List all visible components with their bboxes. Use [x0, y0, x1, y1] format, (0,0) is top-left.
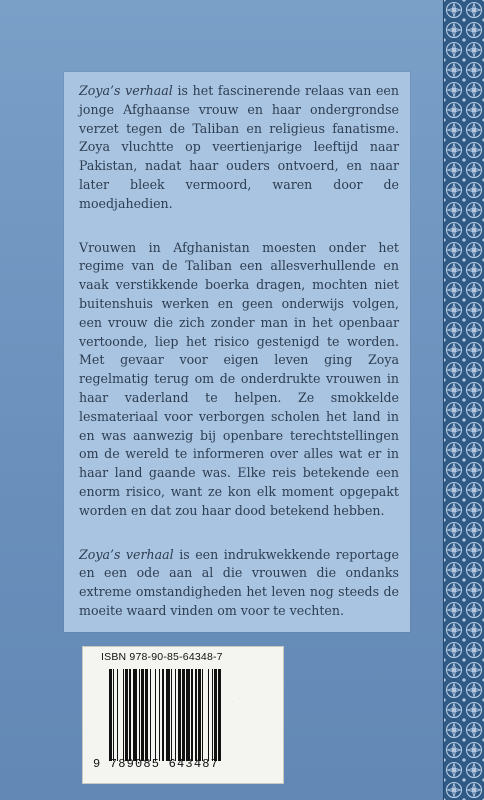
print-specks	[226, 688, 246, 708]
barcode-bar	[141, 669, 144, 761]
blurb-paragraph-3: Zoya’s verhaal is een indrukwekkende reportage en een ode aan al die vrouwen die ondanks extreme omstandigheden het leven nog steeds de moeite waard vinden om voor te vechten.	[79, 546, 400, 618]
barcode-bar	[212, 669, 213, 761]
barcode-bar	[166, 669, 170, 761]
barcode-bar	[186, 669, 190, 761]
barcode-digits: 9 789085 643487	[93, 757, 220, 771]
blurb-paragraph-1: Zoya’s verhaal is het fascinerende relaas van een jonge Afghaanse vrouw en haar ondergrondse verzet tegen de Taliban en religieus fanatisme. Zoya vluchtte op veertienjarige leeftijd naar Pakistan, nadat haar ouders ontvoerd, en naar later bleek vermoord, waren door de moedjahedien.	[79, 83, 399, 211]
barcode-bar	[214, 669, 217, 761]
barcode-bar	[178, 669, 181, 761]
barcode-bar	[162, 669, 165, 761]
ornament-border-pattern-icon	[443, 0, 484, 800]
barcode-bar	[113, 669, 114, 761]
barcode-bar	[109, 669, 112, 761]
barcode-bar	[150, 669, 151, 761]
isbn-number: ISBN 978-90-85-64348-7	[101, 651, 223, 663]
barcode-bar	[133, 669, 137, 761]
barcode-bar	[117, 669, 118, 761]
barcode-bar	[218, 669, 221, 761]
barcode-bar	[171, 669, 172, 761]
barcode-bar	[175, 669, 176, 761]
barcode-bar	[125, 669, 128, 761]
barcode-bar	[208, 669, 209, 761]
blurb-paragraph-2: Vrouwen in Afghanistan moesten onder het regime van de Taliban een allesverhullende en vaak verstikkende boerka dragen, mochten niet buitenshuis werken en geen onderwijs volgen, een vrouw die zich zonder man in het openbaar vertoonde, liep het risico gestenigd te worden. Met gevaar voor eigen leven ging Zoya regelmatig terug om de onderdrukte vrouwen in haar vaderland te helpen. Ze smokkelde lesmateriaal voor verborgen scholen het land in en was aanwezig bij openbare terechtstellingen om de wereld te informeren over alles wat er in haar land gaande was. Elke reis betekende een enorm risico, want ze kon elk moment opgepakt worden en dat zou haar dood betekend hebben.	[79, 239, 399, 518]
barcode-bar	[129, 669, 130, 761]
barcode-bar	[202, 669, 203, 761]
barcode-bar	[159, 669, 160, 761]
blurb-text	[79, 82, 399, 646]
barcode-bar	[145, 669, 148, 761]
barcode-bar	[195, 669, 196, 761]
barcode-bar	[139, 669, 140, 761]
book-title-italic: Zoya’s verhaal	[79, 83, 173, 98]
barcode-bar	[155, 669, 156, 761]
barcode-bars	[109, 669, 263, 761]
barcode-bar	[123, 669, 124, 761]
book-title-italic: Zoya’s verhaal	[79, 546, 174, 562]
barcode-label	[82, 646, 284, 784]
barcode-bar	[191, 669, 192, 761]
barcode-bar	[198, 669, 201, 761]
barcode-bar	[182, 669, 185, 761]
